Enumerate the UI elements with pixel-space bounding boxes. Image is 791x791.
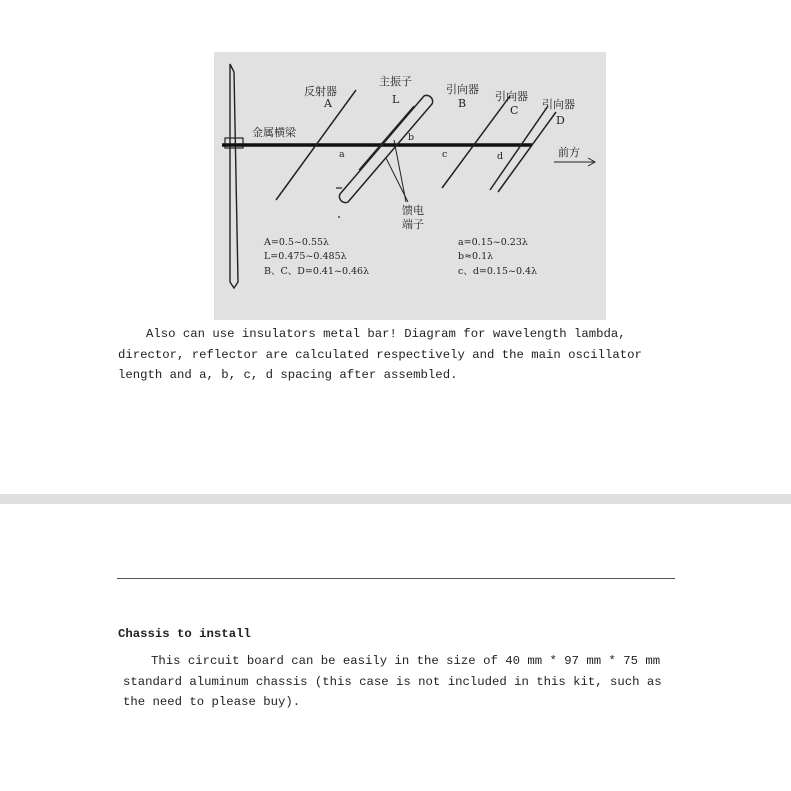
antenna-drawing — [214, 52, 606, 320]
label-director-b-letter: B — [458, 97, 467, 110]
label-metal-beam: 金属横梁 — [252, 126, 296, 139]
director-d-element — [498, 112, 556, 192]
folded-dipole-element — [339, 95, 432, 202]
formula-left-3: B、C、D=0.41~0.46λ — [264, 266, 370, 277]
formula-right-1: a=0.15~0.23λ — [458, 237, 528, 248]
label-director-b: 引向器 — [446, 83, 479, 96]
feed-arrow-1 — [394, 140, 406, 202]
label-spacing-c: c — [442, 149, 448, 160]
director-c-element — [490, 106, 548, 190]
formula-left-1: A=0.5~0.55λ — [264, 237, 330, 248]
label-main-oscillator: 主振子 — [379, 75, 412, 88]
label-director-c-letter: C — [510, 104, 519, 117]
yagi-antenna-diagram — [214, 52, 606, 320]
label-forward: 前方 — [558, 146, 580, 159]
dipole-inner-line — [359, 106, 414, 170]
director-b-element — [442, 96, 510, 188]
section-title: Chassis to install — [118, 627, 251, 641]
mast — [230, 64, 238, 288]
label-reflector-letter: A — [324, 97, 332, 110]
antenna-description-paragraph: Also can use insulators metal bar! Diagram for wavelength lambda, director, reflector are calculated respectively and the main oscillator length and a, b, c, d spacing after assembled. — [118, 327, 642, 382]
chassis-paragraph: This circuit board can be easily in the size of 40 mm * 97 mm * 75 mm standard aluminum chassis (this case is not included in this kit, such as the need to please buy). — [123, 654, 662, 709]
label-spacing-b: b — [408, 132, 415, 143]
page-divider — [0, 494, 791, 504]
label-spacing-d: d — [497, 151, 504, 162]
label-spacing-a: a — [339, 149, 345, 160]
label-feed-2: 端子 — [402, 218, 424, 231]
label-director-d-letter: D — [556, 114, 565, 127]
horizontal-rule — [117, 578, 675, 579]
label-main-oscillator-letter: L — [392, 93, 400, 106]
feed-arrow-2 — [386, 158, 408, 202]
formula-right-3: c、d=0.15~0.4λ — [458, 266, 538, 277]
label-feed-1: 馈电 — [402, 204, 424, 217]
label-director-c: 引向器 — [495, 90, 528, 103]
label-reflector: 反射器 — [304, 85, 337, 98]
label-director-d: 引向器 — [542, 98, 575, 111]
formula-right-2: b≈0.1λ — [458, 251, 494, 262]
formula-left-2: L=0.475~0.485λ — [264, 251, 347, 262]
